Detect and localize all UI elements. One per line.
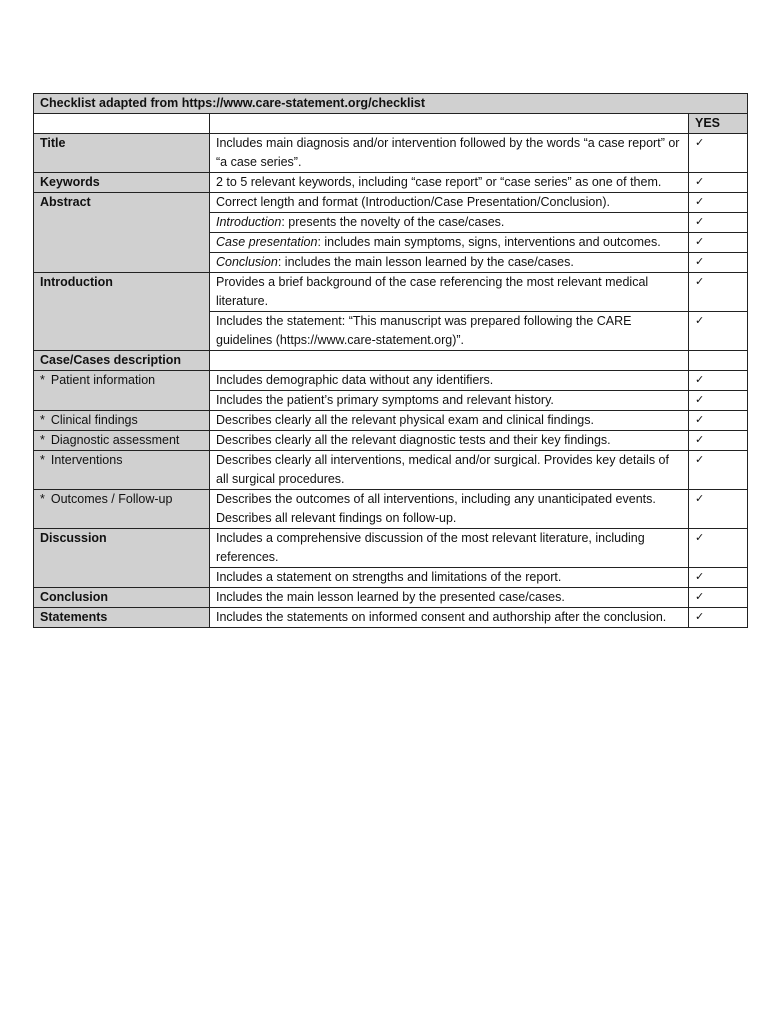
section-label-text: Title (40, 136, 66, 150)
section-label-text: Discussion (40, 531, 107, 545)
bullet-prefix: * (40, 453, 45, 467)
item-text: Includes the main lesson learned by the presented case/cases. (216, 590, 565, 604)
item-description (210, 588, 689, 608)
checkmark-icon: ✓ (695, 414, 705, 426)
checkmark-icon: ✓ (695, 236, 705, 248)
checkmark-icon: ✓ (695, 137, 705, 149)
checkmark-icon: ✓ (695, 176, 705, 188)
checkmark-icon: ✓ (695, 611, 705, 623)
section-label-patient-information (34, 371, 210, 411)
column-header-row (34, 114, 748, 134)
section-label-text: Diagnostic assessment (50, 433, 180, 447)
checkmark-icon: ✓ (695, 394, 705, 406)
section-label-case-cases-description (34, 351, 210, 371)
checkmark-icon: ✓ (695, 196, 705, 208)
yes-check-cell[interactable] (689, 608, 748, 628)
checkmark-icon: ✓ (695, 256, 705, 268)
checklist-body (34, 134, 748, 628)
table-row (34, 193, 748, 213)
section-label-interventions (34, 451, 210, 490)
bullet-prefix: * (40, 492, 45, 506)
item-text: Includes main diagnosis and/or intervention followed by the words “a case report” or “a case series”. (216, 136, 680, 169)
section-label-text: Outcomes / Follow-up (50, 492, 173, 506)
checklist-table (33, 93, 748, 628)
item-text: Describes clearly all the relevant physical exam and clinical findings. (216, 413, 594, 427)
table-row (34, 529, 748, 568)
checkmark-icon: ✓ (695, 434, 705, 446)
bullet-prefix: * (40, 433, 45, 447)
section-label-abstract (34, 193, 210, 273)
section-label-keywords (34, 173, 210, 193)
yes-check-cell[interactable] (689, 529, 748, 568)
section-label-text: Case/Cases description (40, 353, 182, 367)
table-row (34, 490, 748, 529)
item-description (210, 312, 689, 351)
table-row (34, 351, 748, 371)
table-row (34, 451, 748, 490)
section-label-text: Keywords (40, 175, 100, 189)
item-lead: Case presentation (216, 235, 318, 249)
section-label-title (34, 134, 210, 173)
item-text: Correct length and format (Introduction/Case Presentation/Conclusion). (216, 195, 610, 209)
item-description (210, 431, 689, 451)
yes-check-cell[interactable] (689, 588, 748, 608)
item-lead: Conclusion (216, 255, 278, 269)
item-description (210, 134, 689, 173)
section-label-conclusion (34, 588, 210, 608)
table-title: Checklist adapted from https://www.care-statement.org/checklist (34, 94, 748, 114)
item-description (210, 233, 689, 253)
item-text: : presents the novelty of the case/cases. (281, 215, 505, 229)
section-label-statements (34, 608, 210, 628)
section-label-diagnostic-assessment (34, 431, 210, 451)
section-label-text: Conclusion (40, 590, 109, 604)
bullet-prefix: * (40, 373, 45, 387)
item-text: : includes main symptoms, signs, interventions and outcomes. (317, 235, 661, 249)
yes-check-cell[interactable] (689, 490, 748, 529)
item-text: Describes the outcomes of all interventions, including any unanticipated events. Describes all relevant findings on follow-up. (216, 492, 656, 525)
item-description (210, 608, 689, 628)
checkmark-icon: ✓ (695, 493, 705, 505)
item-description (210, 213, 689, 233)
item-description (210, 568, 689, 588)
item-description (210, 391, 689, 411)
table-row (34, 273, 748, 312)
section-label-introduction (34, 273, 210, 351)
empty-header-cell (34, 114, 210, 134)
yes-check-cell[interactable] (689, 568, 748, 588)
checkmark-icon: ✓ (695, 276, 705, 288)
section-label-text: Introduction (40, 275, 113, 289)
empty-desc-cell (210, 351, 689, 371)
item-description (210, 173, 689, 193)
yes-check-cell[interactable] (689, 134, 748, 173)
table-title-row (34, 94, 748, 114)
item-description (210, 193, 689, 213)
table-row (34, 411, 748, 431)
item-description (210, 529, 689, 568)
item-text: Provides a brief background of the case referencing the most relevant medical literature. (216, 275, 649, 308)
table-row (34, 608, 748, 628)
checkmark-icon: ✓ (695, 374, 705, 386)
yes-check-cell[interactable] (689, 273, 748, 312)
checkmark-icon: ✓ (695, 216, 705, 228)
yes-check-cell[interactable] (689, 173, 748, 193)
yes-check-cell[interactable] (689, 451, 748, 490)
checkmark-icon: ✓ (695, 315, 705, 327)
item-text: Includes the statement: “This manuscript was prepared following the CARE guidelines (https://www.care-statement.org)”. (216, 314, 632, 347)
section-label-discussion (34, 529, 210, 588)
item-text: 2 to 5 relevant keywords, including “case report” or “case series” as one of them. (216, 175, 662, 189)
table-row (34, 588, 748, 608)
yes-check-cell[interactable] (689, 233, 748, 253)
item-description (210, 273, 689, 312)
item-text: Includes a comprehensive discussion of the most relevant literature, including references. (216, 531, 645, 564)
item-description (210, 451, 689, 490)
section-label-outcomes-follow-up (34, 490, 210, 529)
section-label-text: Abstract (40, 195, 91, 209)
section-label-text: Statements (40, 610, 108, 624)
item-description (210, 490, 689, 529)
item-text: Describes clearly all the relevant diagnostic tests and their key findings. (216, 433, 611, 447)
yes-check-cell[interactable] (689, 411, 748, 431)
section-label-text: Patient information (50, 373, 156, 387)
section-label-clinical-findings (34, 411, 210, 431)
yes-check-cell[interactable] (689, 431, 748, 451)
item-text: Includes demographic data without any identifiers. (216, 373, 494, 387)
checkmark-icon: ✓ (695, 591, 705, 603)
checkmark-icon: ✓ (695, 454, 705, 466)
item-text: Includes the patient’s primary symptoms and relevant history. (216, 393, 554, 407)
yes-check-cell[interactable] (689, 312, 748, 351)
table-row (34, 134, 748, 173)
item-text: Includes the statements on informed consent and authorship after the conclusion. (216, 610, 667, 624)
yes-column-header: YES (689, 114, 748, 134)
bullet-prefix: * (40, 413, 45, 427)
checkmark-icon: ✓ (695, 571, 705, 583)
table-row (34, 173, 748, 193)
item-text: Includes a statement on strengths and limitations of the report. (216, 570, 562, 584)
yes-check-cell[interactable] (689, 213, 748, 233)
yes-check-cell[interactable] (689, 253, 748, 273)
item-text: : includes the main lesson learned by the case/cases. (277, 255, 574, 269)
empty-header-cell (210, 114, 689, 134)
yes-check-cell[interactable] (689, 193, 748, 213)
item-description (210, 411, 689, 431)
item-description (210, 371, 689, 391)
item-lead: Introduction (216, 215, 282, 229)
item-text: Describes clearly all interventions, medical and/or surgical. Provides key details of all surgical procedures. (216, 453, 669, 486)
section-label-text: Interventions (50, 453, 123, 467)
checkmark-icon: ✓ (695, 532, 705, 544)
yes-check-cell[interactable] (689, 371, 748, 391)
table-row (34, 371, 748, 391)
table-row (34, 431, 748, 451)
empty-check-cell (689, 351, 748, 371)
item-description (210, 253, 689, 273)
yes-check-cell[interactable] (689, 391, 748, 411)
section-label-text: Clinical findings (50, 413, 138, 427)
